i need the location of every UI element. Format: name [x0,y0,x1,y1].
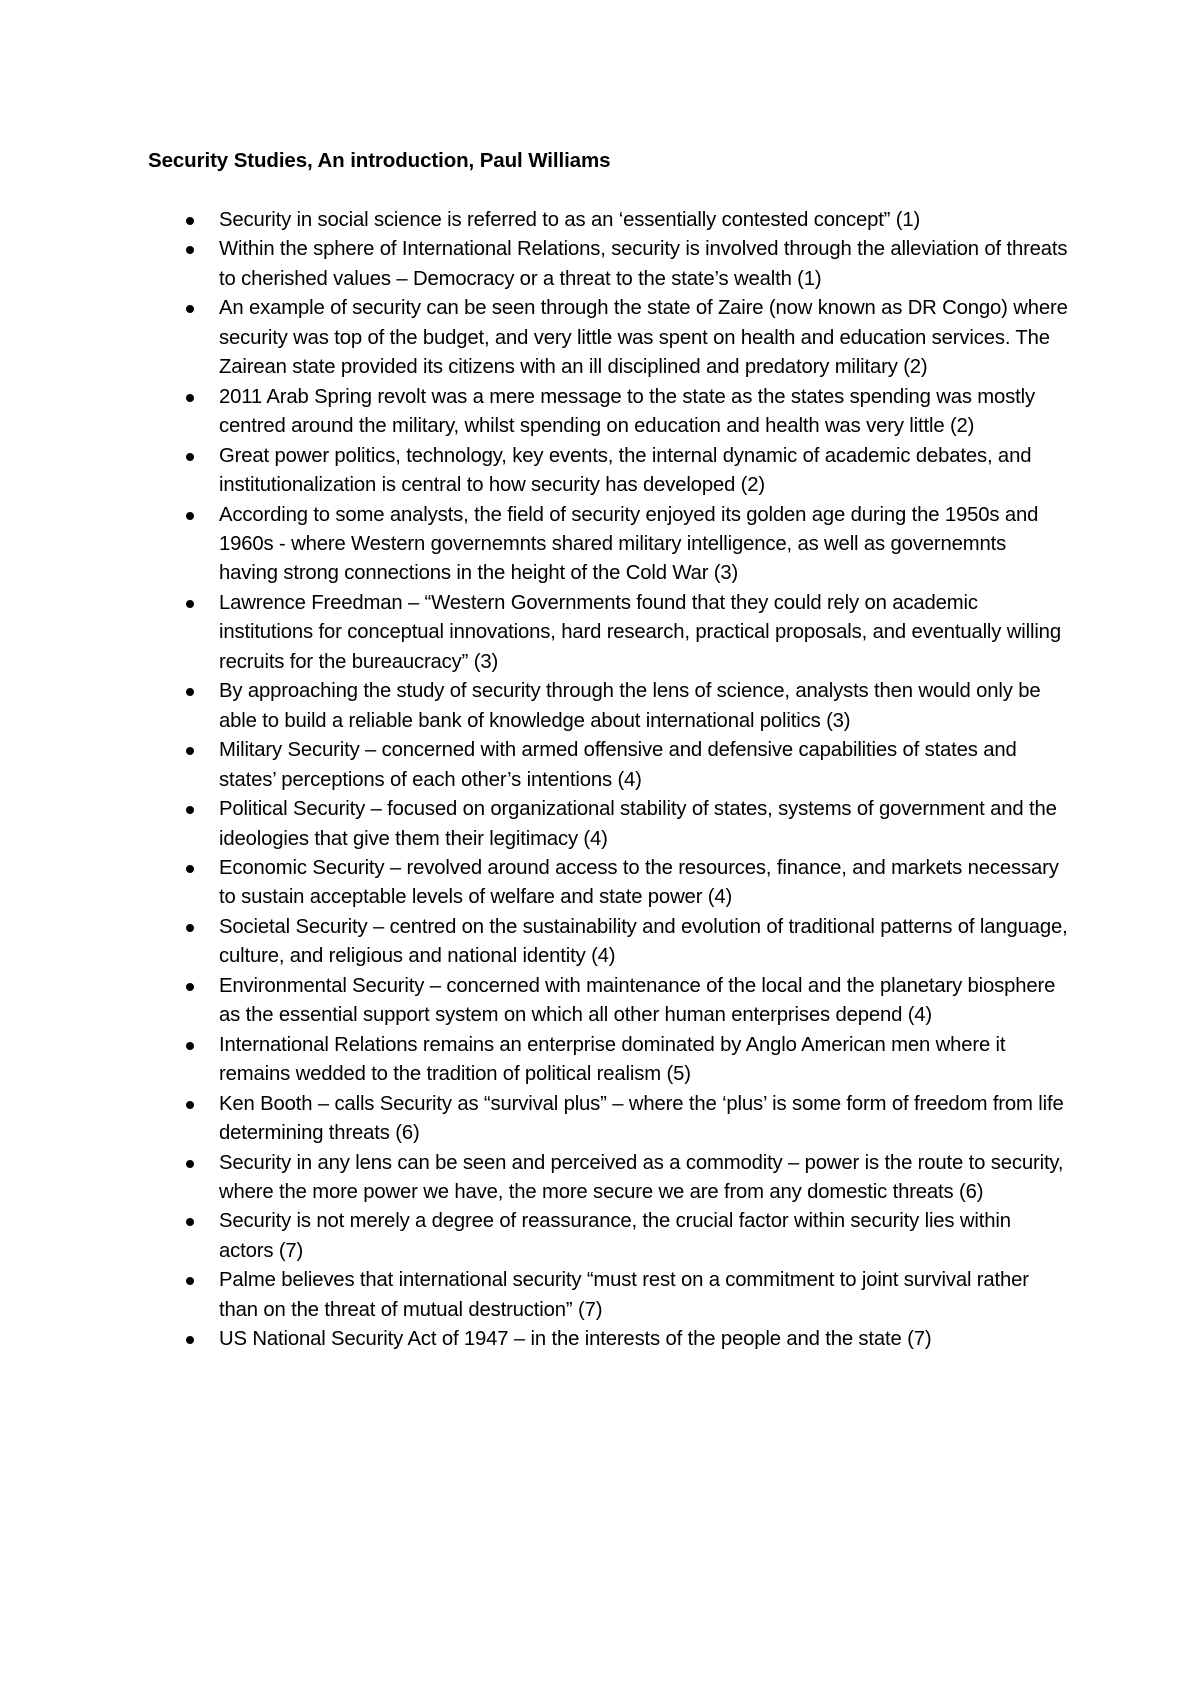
note-text: Great power politics, technology, key events, the internal dynamic of academic debates, and institutionalization is central to how security has developed (2) [219,444,1032,497]
note-text: An example of security can be seen through the state of Zaire (now known as DR Congo) where security was top of the budget, and very little was spent on health and education services. The Zairean state provided its citizens with an ill disciplined and predatory military (2) [219,297,1068,379]
bullet-icon [186,512,194,520]
note-text: According to some analysts, the field of security enjoyed its golden age during the 1950s and 1960s - where Western governemnts shared military intelligence, as well as governemnts having strong connections in the height of the Cold War (3) [219,503,1039,585]
note-text: Security in social science is referred to as an ‘essentially contested concept” (1) [219,209,921,231]
note-item [148,795,1068,854]
note-item [148,383,1068,442]
note-item [148,589,1068,677]
note-item [148,1031,1068,1090]
note-item [148,1325,1068,1354]
note-text: Political Security – focused on organizational stability of states, systems of government and the ideologies that give them their legitimacy (4) [219,798,1057,850]
note-text: Security in any lens can be seen and perceived as a commodity – power is the route to security, where the more power we have, the more secure we are from any domestic threats (6) [219,1151,1064,1203]
bullet-icon [186,1042,194,1050]
note-text: By approaching the study of security through the lens of science, analysts then would only be able to build a reliable bank of knowledge about international politics (3) [219,680,1041,732]
bullet-icon [186,1218,194,1226]
bullet-icon [186,1336,194,1344]
note-text: 2011 Arab Spring revolt was a mere message to the state as the states spending was mostly centred around the military, whilst spending on education and health was very little (2) [219,385,1035,438]
note-text: Within the sphere of International Relations, security is involved through the alleviation of threats to cherished values – Democracy or a threat to the state’s wealth (1) [219,238,1068,290]
note-item [148,206,1068,235]
note-text: Economic Security – revolved around access to the resources, finance, and markets necessary to sustain acceptable levels of welfare and state power (4) [219,856,1059,909]
note-text: US National Security Act of 1947 – in the interests of the people and the state (7) [219,1328,932,1351]
note-text: Palme believes that international security “must rest on a commitment to joint survival rather than on the threat of mutual destruction” (7) [219,1269,1029,1321]
note-item [148,1149,1068,1208]
bullet-icon [186,983,194,991]
bullet-icon [186,394,194,402]
bullet-icon [186,217,194,225]
note-item [148,677,1068,736]
note-item [148,1207,1068,1266]
bullet-icon [186,453,194,461]
bullet-icon [186,246,194,254]
note-item [148,854,1068,913]
note-item [148,1090,1068,1149]
bullet-icon [186,747,194,755]
bullet-icon [186,688,194,696]
note-item [148,1266,1068,1325]
note-text: Ken Booth – calls Security as “survival plus” – where the ‘plus’ is some form of freedom from life determining threats (6) [219,1092,1064,1145]
note-text: Security is not merely a degree of reassurance, the crucial factor within security lies within actors (7) [219,1210,1011,1262]
note-item [148,501,1068,589]
note-text: Environmental Security – concerned with maintenance of the local and the planetary biosphere as the essential support system on which all other human enterprises depend (4) [219,974,1056,1027]
bullet-icon [186,924,194,932]
bullet-icon [186,600,194,608]
document-title: Security Studies, An introduction, Paul Williams [148,149,611,172]
note-text: Military Security – concerned with armed offensive and defensive capabilities of states and states’ perceptions of each other’s intentions (4) [219,739,1017,791]
note-text: Lawrence Freedman – “Western Governments found that they could rely on academic institutions for conceptual innovations, hard research, practical proposals, and eventually willing recruits for the bureaucracy” (3) [219,591,1061,673]
bullet-icon [186,1101,194,1109]
note-item [148,235,1068,294]
bullet-icon [186,1277,194,1285]
bullet-icon [186,1160,194,1168]
note-text: Societal Security – centred on the sustainability and evolution of traditional patterns of language, culture, and religious and national identity (4) [219,915,1068,968]
notes-list [148,206,1068,1355]
note-item [148,294,1068,382]
note-item [148,736,1068,795]
bullet-icon [186,865,194,873]
note-item [148,972,1068,1031]
note-item [148,442,1068,501]
note-text: International Relations remains an enterprise dominated by Anglo American men where it remains wedded to the tradition of political realism (5) [219,1033,1006,1086]
bullet-icon [186,305,194,313]
bullet-icon [186,806,194,814]
note-item [148,913,1068,972]
